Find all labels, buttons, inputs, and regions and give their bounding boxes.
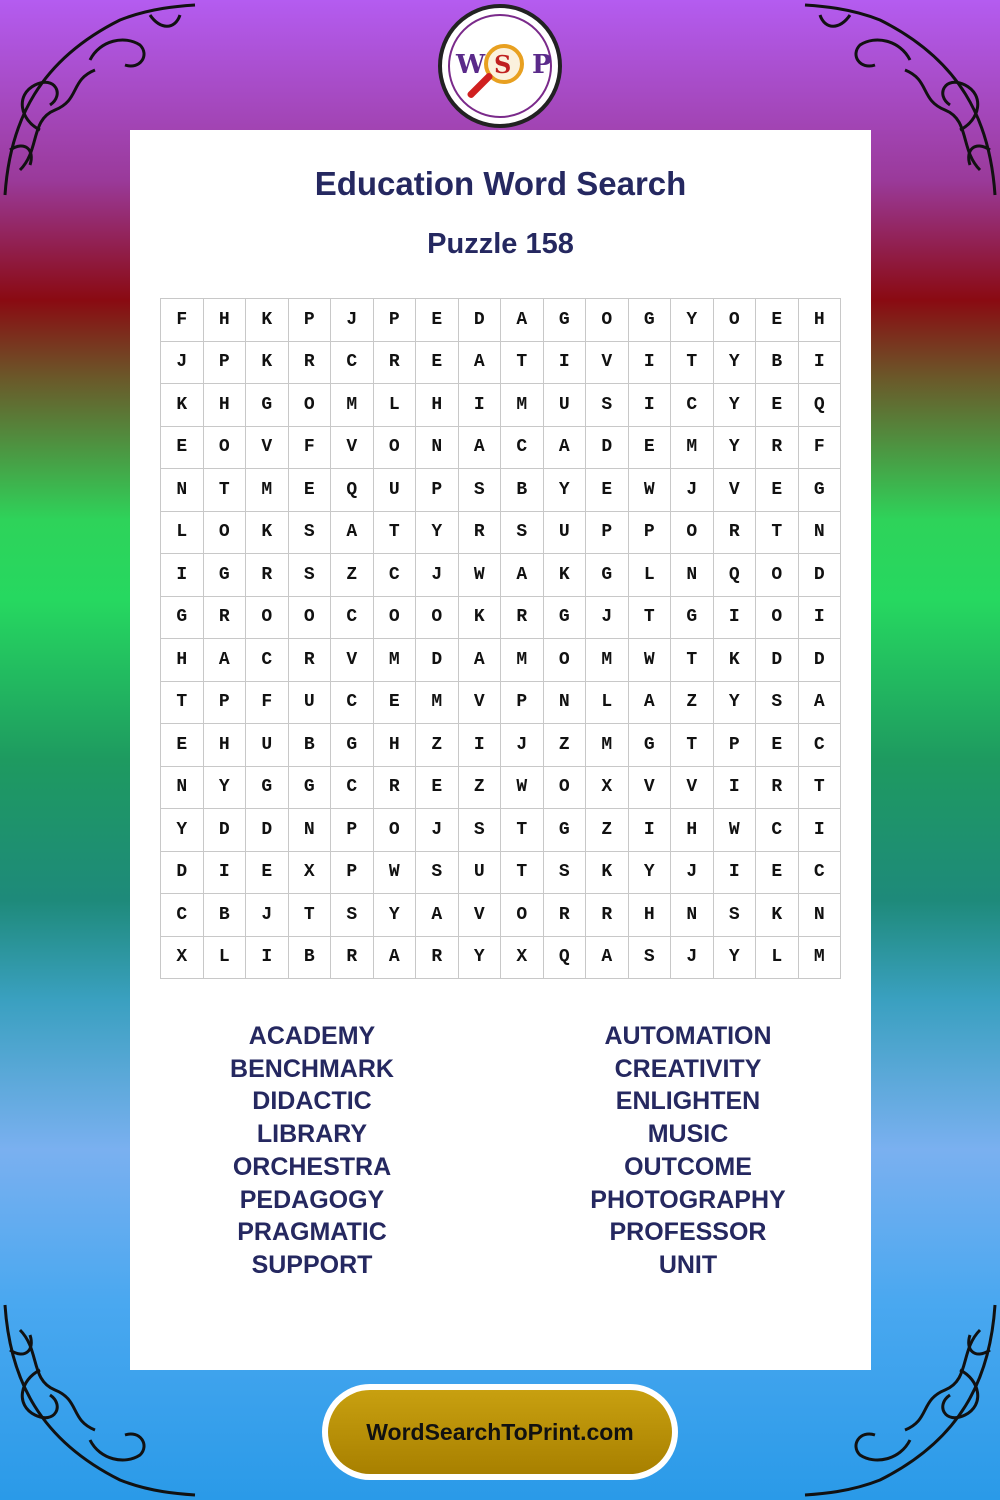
grid-cell[interactable]: N: [671, 554, 714, 597]
grid-cell[interactable]: U: [289, 682, 332, 725]
grid-cell[interactable]: S: [629, 937, 672, 980]
grid-cell[interactable]: J: [416, 554, 459, 597]
grid-cell[interactable]: Y: [671, 299, 714, 342]
grid-cell[interactable]: N: [289, 809, 332, 852]
grid-cell[interactable]: I: [714, 597, 757, 640]
grid-cell[interactable]: C: [671, 384, 714, 427]
grid-cell[interactable]: T: [374, 512, 417, 555]
grid-cell[interactable]: M: [416, 682, 459, 725]
grid-cell[interactable]: K: [246, 512, 289, 555]
grid-cell[interactable]: V: [671, 767, 714, 810]
grid-cell[interactable]: E: [161, 724, 204, 767]
grid-cell[interactable]: O: [204, 512, 247, 555]
grid-cell[interactable]: Q: [544, 937, 587, 980]
grid-cell[interactable]: M: [246, 469, 289, 512]
grid-cell[interactable]: Y: [629, 852, 672, 895]
grid-cell[interactable]: O: [374, 809, 417, 852]
grid-cell[interactable]: C: [331, 597, 374, 640]
grid-cell[interactable]: N: [416, 427, 459, 470]
grid-cell[interactable]: G: [586, 554, 629, 597]
grid-cell[interactable]: J: [586, 597, 629, 640]
grid-cell[interactable]: E: [161, 427, 204, 470]
letter-grid: [160, 298, 841, 979]
grid-cell[interactable]: X: [586, 767, 629, 810]
grid-cell[interactable]: R: [544, 894, 587, 937]
grid-cell[interactable]: P: [204, 682, 247, 725]
grid-cell[interactable]: L: [161, 512, 204, 555]
grid-cell[interactable]: G: [246, 384, 289, 427]
grid-cell[interactable]: I: [629, 342, 672, 385]
grid-cell[interactable]: E: [756, 384, 799, 427]
grid-cell[interactable]: E: [374, 682, 417, 725]
grid-cell[interactable]: A: [374, 937, 417, 980]
grid-cell[interactable]: A: [629, 682, 672, 725]
word-list-item: ENLIGHTEN: [615, 1087, 761, 1116]
grid-cell[interactable]: O: [586, 299, 629, 342]
grid-cell[interactable]: L: [204, 937, 247, 980]
grid-cell[interactable]: Y: [416, 512, 459, 555]
grid-cell[interactable]: H: [204, 299, 247, 342]
grid-cell[interactable]: G: [289, 767, 332, 810]
grid-cell[interactable]: V: [459, 894, 502, 937]
grid-cell[interactable]: R: [416, 937, 459, 980]
grid-cell[interactable]: Y: [714, 342, 757, 385]
grid-cell[interactable]: D: [416, 639, 459, 682]
grid-cell[interactable]: S: [459, 469, 502, 512]
grid-cell[interactable]: W: [459, 554, 502, 597]
word-list-right: [538, 1020, 838, 1282]
grid-cell[interactable]: C: [331, 767, 374, 810]
word-list-item: AUTOMATION: [604, 1022, 772, 1050]
grid-cell[interactable]: C: [756, 809, 799, 852]
grid-cell[interactable]: T: [671, 342, 714, 385]
grid-cell[interactable]: J: [161, 342, 204, 385]
grid-cell[interactable]: E: [756, 852, 799, 895]
grid-cell[interactable]: M: [671, 427, 714, 470]
grid-cell[interactable]: Y: [204, 767, 247, 810]
grid-cell[interactable]: M: [374, 639, 417, 682]
grid-cell[interactable]: P: [629, 512, 672, 555]
footer-link[interactable]: [322, 1384, 678, 1480]
grid-cell[interactable]: B: [204, 894, 247, 937]
grid-cell[interactable]: D: [246, 809, 289, 852]
grid-cell[interactable]: V: [246, 427, 289, 470]
grid-cell[interactable]: B: [289, 724, 332, 767]
grid-cell[interactable]: J: [501, 724, 544, 767]
grid-cell[interactable]: S: [714, 894, 757, 937]
grid-cell[interactable]: G: [544, 299, 587, 342]
grid-cell[interactable]: C: [501, 427, 544, 470]
grid-cell[interactable]: R: [374, 342, 417, 385]
grid-cell[interactable]: G: [799, 469, 842, 512]
grid-cell[interactable]: P: [331, 809, 374, 852]
grid-cell[interactable]: U: [459, 852, 502, 895]
grid-cell[interactable]: G: [629, 299, 672, 342]
grid-cell[interactable]: I: [459, 724, 502, 767]
grid-cell[interactable]: E: [416, 299, 459, 342]
grid-cell[interactable]: R: [331, 937, 374, 980]
grid-cell[interactable]: I: [629, 809, 672, 852]
grid-cell[interactable]: N: [671, 894, 714, 937]
grid-cell[interactable]: Z: [544, 724, 587, 767]
grid-cell[interactable]: P: [331, 852, 374, 895]
grid-cell[interactable]: O: [416, 597, 459, 640]
grid-cell[interactable]: C: [331, 342, 374, 385]
grid-cell[interactable]: D: [586, 427, 629, 470]
grid-cell[interactable]: P: [289, 299, 332, 342]
grid-cell[interactable]: Y: [714, 427, 757, 470]
grid-cell[interactable]: I: [204, 852, 247, 895]
grid-cell[interactable]: R: [289, 342, 332, 385]
grid-cell[interactable]: M: [799, 937, 842, 980]
grid-cell[interactable]: I: [544, 342, 587, 385]
grid-cell[interactable]: K: [459, 597, 502, 640]
grid-cell[interactable]: V: [459, 682, 502, 725]
grid-cell[interactable]: E: [756, 299, 799, 342]
grid-cell[interactable]: Z: [459, 767, 502, 810]
grid-cell[interactable]: E: [756, 724, 799, 767]
word-list-item: BENCHMARK: [230, 1054, 394, 1083]
grid-cell[interactable]: E: [246, 852, 289, 895]
grid-cell[interactable]: R: [204, 597, 247, 640]
word-list-item: SUPPORT: [251, 1250, 373, 1279]
grid-cell[interactable]: R: [459, 512, 502, 555]
grid-cell[interactable]: P: [204, 342, 247, 385]
grid-cell[interactable]: Y: [714, 937, 757, 980]
grid-cell[interactable]: N: [161, 767, 204, 810]
grid-cell[interactable]: S: [459, 809, 502, 852]
grid-cell[interactable]: J: [671, 469, 714, 512]
grid-cell[interactable]: S: [289, 512, 332, 555]
grid-cell[interactable]: S: [544, 852, 587, 895]
grid-cell[interactable]: U: [544, 512, 587, 555]
grid-cell[interactable]: B: [756, 342, 799, 385]
grid-cell[interactable]: M: [501, 384, 544, 427]
grid-cell[interactable]: G: [161, 597, 204, 640]
grid-cell[interactable]: I: [799, 597, 842, 640]
grid-cell[interactable]: Y: [544, 469, 587, 512]
word-list-item: PRAGMATIC: [237, 1218, 387, 1247]
grid-cell[interactable]: A: [501, 554, 544, 597]
grid-cell[interactable]: R: [756, 427, 799, 470]
grid-cell[interactable]: H: [204, 384, 247, 427]
grid-cell[interactable]: I: [714, 767, 757, 810]
grid-cell[interactable]: G: [331, 724, 374, 767]
word-list-left: [162, 1020, 462, 1282]
grid-cell[interactable]: M: [331, 384, 374, 427]
grid-cell[interactable]: T: [629, 597, 672, 640]
word-list-item: PEDAGOGY: [239, 1185, 385, 1214]
grid-cell[interactable]: C: [161, 894, 204, 937]
grid-cell[interactable]: I: [246, 937, 289, 980]
grid-cell[interactable]: I: [714, 852, 757, 895]
grid-cell[interactable]: S: [501, 512, 544, 555]
logo-letter-s: S: [494, 50, 512, 79]
grid-cell[interactable]: O: [671, 512, 714, 555]
grid-cell[interactable]: D: [799, 554, 842, 597]
grid-cell[interactable]: S: [586, 384, 629, 427]
grid-cell[interactable]: K: [246, 299, 289, 342]
grid-cell[interactable]: E: [289, 469, 332, 512]
word-list-item: LIBRARY: [256, 1120, 368, 1149]
grid-cell[interactable]: Y: [714, 384, 757, 427]
grid-cell[interactable]: G: [246, 767, 289, 810]
grid-cell[interactable]: W: [629, 639, 672, 682]
word-list-item: OUTCOME: [624, 1152, 752, 1181]
grid-cell[interactable]: L: [374, 384, 417, 427]
grid-cell[interactable]: D: [459, 299, 502, 342]
grid-cell[interactable]: N: [799, 512, 842, 555]
grid-cell[interactable]: U: [544, 384, 587, 427]
grid-cell[interactable]: H: [161, 639, 204, 682]
grid-cell[interactable]: T: [161, 682, 204, 725]
grid-cell[interactable]: I: [629, 384, 672, 427]
grid-cell[interactable]: T: [756, 512, 799, 555]
grid-cell[interactable]: M: [586, 639, 629, 682]
grid-cell[interactable]: R: [501, 597, 544, 640]
grid-cell[interactable]: O: [756, 554, 799, 597]
grid-cell[interactable]: Q: [714, 554, 757, 597]
grid-cell[interactable]: O: [289, 597, 332, 640]
grid-cell[interactable]: D: [161, 852, 204, 895]
grid-cell[interactable]: J: [331, 299, 374, 342]
grid-cell[interactable]: T: [289, 894, 332, 937]
grid-cell[interactable]: T: [799, 767, 842, 810]
word-list-item: ORCHESTRA: [232, 1152, 392, 1181]
grid-cell[interactable]: A: [501, 299, 544, 342]
grid-cell[interactable]: K: [714, 639, 757, 682]
grid-cell[interactable]: T: [501, 852, 544, 895]
grid-cell[interactable]: H: [204, 724, 247, 767]
grid-cell[interactable]: X: [161, 937, 204, 980]
grid-cell[interactable]: Z: [586, 809, 629, 852]
grid-cell[interactable]: S: [331, 894, 374, 937]
grid-cell[interactable]: I: [799, 342, 842, 385]
grid-cell[interactable]: R: [756, 767, 799, 810]
grid-cell[interactable]: V: [331, 639, 374, 682]
grid-cell[interactable]: K: [544, 554, 587, 597]
grid-cell[interactable]: T: [501, 342, 544, 385]
grid-cell[interactable]: C: [799, 724, 842, 767]
grid-cell[interactable]: O: [501, 894, 544, 937]
grid-cell[interactable]: H: [416, 384, 459, 427]
grid-cell[interactable]: V: [714, 469, 757, 512]
grid-cell[interactable]: T: [671, 639, 714, 682]
grid-cell[interactable]: B: [289, 937, 332, 980]
grid-cell[interactable]: E: [416, 767, 459, 810]
grid-cell[interactable]: T: [671, 724, 714, 767]
grid-cell[interactable]: R: [714, 512, 757, 555]
grid-cell[interactable]: X: [501, 937, 544, 980]
grid-cell[interactable]: A: [799, 682, 842, 725]
grid-cell[interactable]: G: [204, 554, 247, 597]
grid-cell[interactable]: V: [331, 427, 374, 470]
logo-letter-p: P: [532, 50, 552, 80]
grid-cell[interactable]: H: [629, 894, 672, 937]
logo-letter-w: W: [456, 50, 486, 80]
grid-cell[interactable]: V: [586, 342, 629, 385]
grid-cell[interactable]: O: [289, 384, 332, 427]
grid-cell[interactable]: A: [416, 894, 459, 937]
grid-cell[interactable]: O: [246, 597, 289, 640]
grid-cell[interactable]: Q: [799, 384, 842, 427]
grid-cell[interactable]: S: [289, 554, 332, 597]
grid-cell[interactable]: K: [161, 384, 204, 427]
grid-cell[interactable]: P: [586, 512, 629, 555]
grid-cell[interactable]: G: [544, 809, 587, 852]
grid-cell[interactable]: L: [586, 682, 629, 725]
grid-cell[interactable]: H: [799, 299, 842, 342]
grid-cell[interactable]: O: [756, 597, 799, 640]
grid-cell[interactable]: F: [161, 299, 204, 342]
grid-cell[interactable]: O: [714, 299, 757, 342]
word-list-item: MUSIC: [647, 1120, 729, 1149]
grid-cell[interactable]: E: [416, 342, 459, 385]
grid-cell[interactable]: P: [714, 724, 757, 767]
grid-cell[interactable]: A: [544, 427, 587, 470]
grid-cell[interactable]: A: [459, 342, 502, 385]
grid-cell[interactable]: K: [756, 894, 799, 937]
grid-cell[interactable]: P: [501, 682, 544, 725]
grid-cell[interactable]: X: [289, 852, 332, 895]
grid-cell[interactable]: Z: [331, 554, 374, 597]
grid-cell[interactable]: E: [756, 469, 799, 512]
word-list-item: UNIT: [658, 1250, 718, 1279]
grid-cell[interactable]: H: [671, 809, 714, 852]
grid-cell[interactable]: O: [374, 597, 417, 640]
grid-cell[interactable]: W: [629, 469, 672, 512]
grid-cell[interactable]: J: [671, 937, 714, 980]
grid-cell[interactable]: A: [331, 512, 374, 555]
grid-cell[interactable]: K: [246, 342, 289, 385]
grid-cell[interactable]: I: [459, 384, 502, 427]
grid-cell[interactable]: C: [331, 682, 374, 725]
puzzle-number: Puzzle 158: [427, 228, 574, 260]
grid-cell[interactable]: P: [416, 469, 459, 512]
grid-cell[interactable]: W: [714, 809, 757, 852]
grid-cell[interactable]: I: [161, 554, 204, 597]
grid-cell[interactable]: I: [799, 809, 842, 852]
grid-cell[interactable]: R: [289, 639, 332, 682]
grid-cell[interactable]: D: [799, 639, 842, 682]
grid-cell[interactable]: D: [204, 809, 247, 852]
grid-cell[interactable]: U: [374, 469, 417, 512]
grid-cell[interactable]: W: [374, 852, 417, 895]
grid-cell[interactable]: O: [544, 639, 587, 682]
grid-cell[interactable]: C: [374, 554, 417, 597]
grid-cell[interactable]: P: [374, 299, 417, 342]
grid-cell[interactable]: C: [799, 852, 842, 895]
grid-cell[interactable]: D: [756, 639, 799, 682]
grid-cell[interactable]: O: [544, 767, 587, 810]
grid-cell[interactable]: L: [756, 937, 799, 980]
grid-cell[interactable]: H: [374, 724, 417, 767]
grid-cell[interactable]: A: [204, 639, 247, 682]
grid-cell[interactable]: L: [629, 554, 672, 597]
grid-cell[interactable]: N: [799, 894, 842, 937]
grid-cell[interactable]: T: [204, 469, 247, 512]
grid-cell[interactable]: F: [799, 427, 842, 470]
grid-cell[interactable]: A: [586, 937, 629, 980]
grid-cell[interactable]: Z: [416, 724, 459, 767]
grid-cell[interactable]: J: [671, 852, 714, 895]
grid-cell[interactable]: S: [756, 682, 799, 725]
grid-cell[interactable]: U: [246, 724, 289, 767]
grid-cell[interactable]: R: [246, 554, 289, 597]
word-list-item: PHOTOGRAPHY: [590, 1185, 786, 1214]
word-list-item: DIDACTIC: [252, 1087, 372, 1116]
grid-cell[interactable]: J: [246, 894, 289, 937]
grid-cell[interactable]: N: [544, 682, 587, 725]
grid-cell[interactable]: N: [161, 469, 204, 512]
site-logo[interactable]: [438, 4, 562, 128]
page-title: Education Word Search: [314, 165, 687, 202]
grid-cell[interactable]: T: [501, 809, 544, 852]
word-list-item: ACADEMY: [248, 1022, 376, 1050]
grid-cell[interactable]: R: [374, 767, 417, 810]
grid-cell[interactable]: Y: [459, 937, 502, 980]
grid-cell[interactable]: E: [586, 469, 629, 512]
grid-cell[interactable]: Z: [671, 682, 714, 725]
grid-cell[interactable]: Y: [374, 894, 417, 937]
grid-cell[interactable]: F: [246, 682, 289, 725]
grid-cell[interactable]: S: [416, 852, 459, 895]
grid-cell[interactable]: A: [459, 427, 502, 470]
footer-site-label: WordSearchToPrint.com: [328, 1390, 672, 1474]
grid-cell[interactable]: J: [416, 809, 459, 852]
grid-cell[interactable]: R: [586, 894, 629, 937]
grid-cell[interactable]: W: [501, 767, 544, 810]
word-list-item: PROFESSOR: [609, 1218, 767, 1247]
word-list-item: CREATIVITY: [614, 1054, 762, 1083]
grid-cell[interactable]: G: [544, 597, 587, 640]
grid-cell[interactable]: G: [671, 597, 714, 640]
grid-cell[interactable]: M: [501, 639, 544, 682]
grid-cell[interactable]: M: [586, 724, 629, 767]
grid-cell[interactable]: G: [629, 724, 672, 767]
grid-cell[interactable]: F: [289, 427, 332, 470]
grid-cell[interactable]: Y: [161, 809, 204, 852]
grid-cell[interactable]: Q: [331, 469, 374, 512]
grid-cell[interactable]: B: [501, 469, 544, 512]
grid-cell[interactable]: Y: [714, 682, 757, 725]
grid-cell[interactable]: C: [246, 639, 289, 682]
grid-cell[interactable]: K: [586, 852, 629, 895]
grid-cell[interactable]: O: [374, 427, 417, 470]
grid-cell[interactable]: E: [629, 427, 672, 470]
grid-cell[interactable]: A: [459, 639, 502, 682]
grid-cell[interactable]: V: [629, 767, 672, 810]
grid-cell[interactable]: O: [204, 427, 247, 470]
